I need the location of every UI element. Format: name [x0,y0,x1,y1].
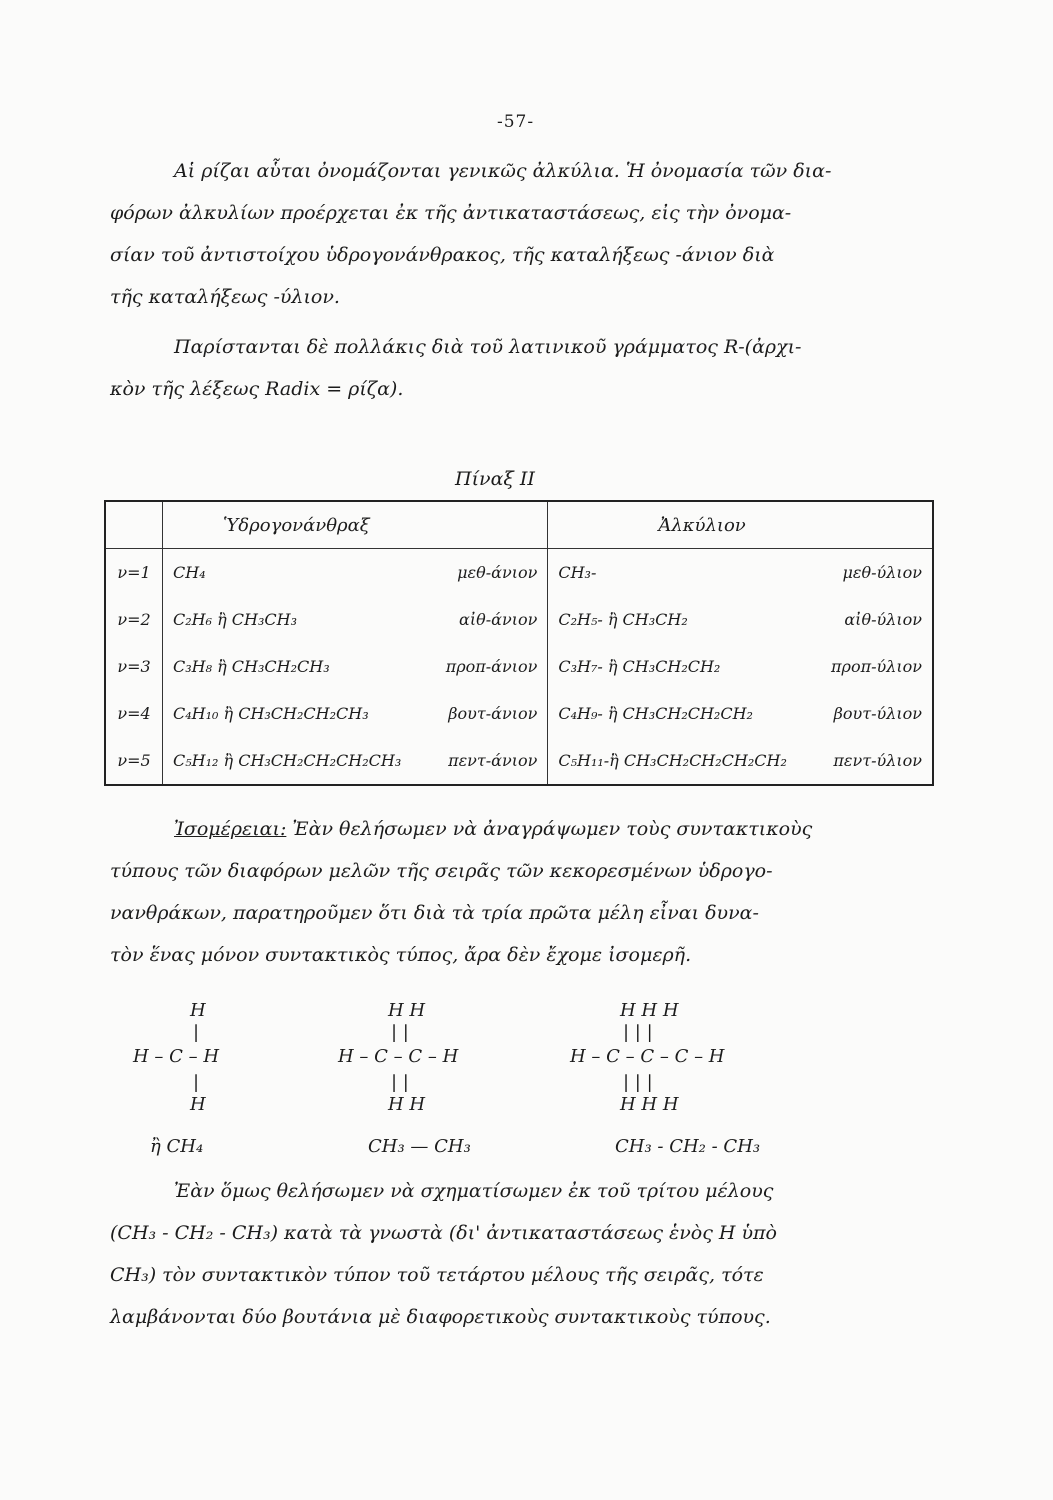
paragraph-isomerism [110,808,950,976]
text-line: (CH₃ - CH₂ - CH₃) κατὰ τὰ γνωστὰ (δι' ἀντικαταστάσεως ἑνὸς H ὑπὸ [110,1222,777,1244]
hydrocarbon-formula: C₃H₈ ἢ CH₃CH₂CH₃ [163,643,420,690]
hydrocarbon-formula: C₅H₁₂ ἢ CH₃CH₂CH₂CH₂CH₃ [163,737,420,785]
methane-bottom: H [190,1094,206,1115]
text-line: φόρων ἀλκυλίων προέρχεται ἐκ τῆς ἀντικαταστάσεως, εἰς τὴν ὀνομα- [110,202,792,224]
ethane-bottom: H H [388,1094,426,1115]
ethane-middle: H – C – C – H [338,1046,459,1067]
ethane-bond-top: | | [391,1022,409,1043]
hydrocarbon-formula: C₂H₆ ἢ CH₃CH₃ [163,596,420,643]
text-line: σίαν τοῦ ἀντιστοίχου ὑδρογονάνθρακος, τῆς καταλήξεως -άνιον διὰ [110,244,775,266]
text-line: τὸν ἕνας μόνον συντακτικὸς τύπος, ἄρα δὲν ἔχομε ἰσομερῆ. [110,944,692,966]
propane-caption: CH₃ - CH₂ - CH₃ [615,1136,761,1157]
row-n: ν=3 [105,643,163,690]
text-line: κὸν τῆς λέξεως Radix = ρίζα). [110,378,404,400]
row-n: ν=2 [105,596,163,643]
text-line: λαμβάνονται δύο βουτάνια μὲ διαφορετικοὺς συντακτικοὺς τύπους. [110,1306,771,1328]
text-line: Αἱ ρίζαι αὗται ὀνομάζονται γενικῶς ἀλκύλια. Ἡ ὀνομασία τῶν δια- [174,160,832,182]
page-number: -57- [497,112,535,132]
hydrocarbon-name: βουτ-άνιον [448,703,538,723]
alkyl-formula: C₃H₇- ἢ CH₃CH₂CH₂ [548,643,805,690]
alkyl-name: βουτ-ύλιον [833,703,922,723]
table-row [105,690,933,737]
hydrocarbon-name: αἰθ-άνιον [459,609,538,629]
hydrocarbon-name: προπ-άνιον [445,656,538,676]
text-line: τῆς καταλήξεως -ύλιον. [110,286,340,308]
alkyl-formula: CH₃- [548,549,805,597]
ethane-bond-bottom: | | [391,1072,409,1093]
text-fragment: Ἐὰν θελήσωμεν νὰ ἀναγράψωμεν τοὺς συντακτικοὺς [292,818,813,840]
alkyl-formula: C₅H₁₁-ἢ CH₃CH₂CH₂CH₂CH₂ [548,737,805,785]
hydrocarbon-name: πεντ-άνιον [448,750,538,770]
text-line: τύπους τῶν διαφόρων μελῶν τῆς σειρᾶς τῶν κεκορεσμένων ὑδρογο- [110,860,773,882]
hydrocarbon-formula: C₄H₁₀ ἢ CH₃CH₂CH₂CH₃ [163,690,420,737]
paragraph-radix [110,326,950,410]
table-header-row [105,501,933,549]
table-title: Πίναξ II [455,468,535,490]
alkyl-name: πεντ-ύλιον [833,750,922,770]
alkyl-name: αἰθ-ύλιον [844,609,922,629]
alkyl-name: μεθ-ύλιον [842,563,922,582]
paragraph-alkyl-naming [110,150,950,318]
isomerism-heading: Ἰσομέρειαι: [174,818,287,840]
text-line: Παρίστανται δὲ πολλάκις διὰ τοῦ λατινικοῦ γράμματος R-(ἀρχι- [174,336,802,358]
hydrocarbon-formula: CH₄ [163,549,420,597]
propane-bottom: H H H [620,1094,679,1115]
row-n: ν=1 [105,549,163,597]
methane-caption: ἢ CH₄ [150,1136,204,1157]
text-line [110,808,950,850]
alkyl-formula: C₄H₉- ἢ CH₃CH₂CH₂CH₂ [548,690,805,737]
text-line: Ἐὰν ὅμως θελήσωμεν νὰ σχηματίσωμεν ἐκ τοῦ τρίτου μέλους [174,1180,774,1202]
text-line: CH₃) τὸν συντακτικὸν τύπον τοῦ τετάρτου μέλους τῆς σειρᾶς, τότε [110,1264,764,1286]
text-line: νανθράκων, παρατηροῦμεν ὅτι διὰ τὰ τρία πρῶτα μέλη εἶναι δυνα- [110,902,759,924]
alkyl-name: προπ-ύλιον [831,656,922,676]
table-row [105,643,933,690]
methane-top: H [190,1000,206,1021]
ethane-top: H H [388,1000,426,1021]
methane-bond-top: | [193,1022,200,1043]
row-n: ν=4 [105,690,163,737]
table-row [105,596,933,643]
row-n: ν=5 [105,737,163,785]
hydrocarbon-name: μεθ-άνιον [457,563,538,582]
propane-top: H H H [620,1000,679,1021]
header-n [105,501,163,549]
table-row [105,737,933,785]
paragraph-butane [110,1170,950,1338]
methane-middle: H – C – H [133,1046,220,1067]
methane-bond-bottom: | [193,1072,200,1093]
alkyl-formula: C₂H₅- ἢ CH₃CH₂ [548,596,805,643]
table-row [105,549,933,597]
ethane-caption: CH₃ — CH₃ [368,1136,471,1157]
propane-bond-top: | | | [623,1022,653,1043]
header-alkyl: Ἀλκύλιον [548,501,933,549]
propane-middle: H – C – C – C – H [570,1046,725,1067]
propane-bond-bottom: | | | [623,1072,653,1093]
header-hydrocarbon: Ὑδρογονάνθραξ [163,501,548,549]
alkyl-table [104,500,934,786]
